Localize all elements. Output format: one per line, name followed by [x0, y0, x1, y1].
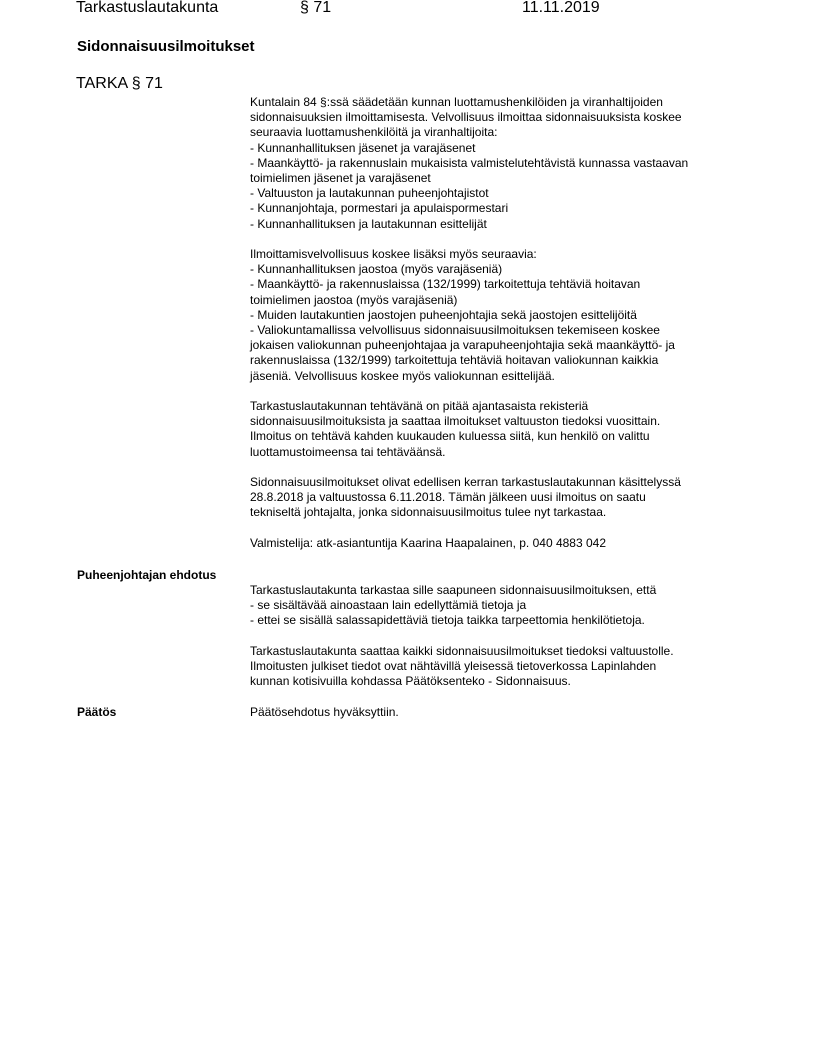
proposal-paragraph-1: [250, 583, 750, 629]
header-section-number: § 71: [300, 0, 332, 16]
proposal-line: - ettei se sisällä salassapidettäviä tietoja taikka tarpeettomia henkilötietoja.: [250, 613, 645, 628]
intro-line: - Kunnanjohtaja, pormestari ja apulaispormestari: [250, 201, 509, 216]
obligation-line: Ilmoittamisvelvollisuus koskee lisäksi myös seuraavia:: [250, 247, 537, 261]
obligation-line: jokaisen valiokunnan puheenjohtajaa ja varapuheenjohtajia sekä maankäyttö- ja: [250, 338, 675, 353]
proposal-label: Puheenjohtajan ehdotus: [77, 568, 217, 582]
intro-line: sidonnaisuuksien ilmoittamisesta. Velvollisuus ilmoittaa sidonnaisuuksista koskee: [250, 110, 682, 125]
intro-line: toimielimen jäsenet ja varajäsenet: [250, 171, 431, 186]
proposal-line: - se sisältävää ainoastaan lain edellyttämiä tietoja ja: [250, 598, 527, 613]
intro-paragraph: [250, 95, 750, 232]
obligation-paragraph: [250, 247, 750, 384]
decision-text: Päätösehdotus hyväksyttiin.: [250, 705, 399, 719]
intro-line: seuraavia luottamushenkilöitä ja viranhaltijoita:: [250, 125, 498, 140]
section-reference: TARKA § 71: [76, 75, 163, 92]
task-line: Tarkastuslautakunnan tehtävänä on pitää ajantasaista rekisteriä: [250, 399, 589, 413]
proposal-line: Tarkastuslautakunta tarkastaa sille saapuneen sidonnaisuusilmoituksen, että: [250, 583, 657, 597]
proposal-paragraph-2: [250, 644, 750, 690]
preparer-line: [250, 536, 750, 551]
proposal-line: Ilmoitusten julkiset tiedot ovat nähtävillä yleisessä tietoverkossa Lapinlahden: [250, 659, 657, 674]
obligation-line: - Valiokuntamallissa velvollisuus sidonnaisuusilmoituksen tekemiseen koskee: [250, 323, 660, 338]
previous-handling-paragraph: [250, 475, 750, 521]
task-line: Ilmoitus on tehtävä kahden kuukauden kuluessa siitä, kun henkilö on valittu: [250, 429, 650, 444]
intro-line: Kuntalain 84 §:ssä säädetään kunnan luottamushenkilöiden ja viranhaltijoiden: [250, 95, 663, 109]
task-line: luottamustoimeensa tai tehtäväänsä.: [250, 444, 446, 459]
obligation-line: - Maankäyttö- ja rakennuslaissa (132/1999) tarkoitettuja tehtäviä hoitavan: [250, 277, 641, 292]
obligation-line: toimielimen jaostoa (myös varajäseniä): [250, 292, 458, 307]
header-board-name: Tarkastuslautakunta: [76, 0, 219, 16]
task-line: sidonnaisuusilmoituksista ja saattaa ilmoitukset valtuuston tiedoksi vuosittain.: [250, 414, 661, 429]
decision-paragraph: [250, 705, 750, 720]
obligation-line: jäseniä. Velvollisuus koskee myös valiokunnan esittelijää.: [250, 368, 555, 383]
proposal-line: kunnan kotisivuilla kohdassa Päätöksenteko - Sidonnaisuus.: [250, 674, 571, 689]
document-title: Sidonnaisuusilmoitukset: [77, 38, 255, 55]
intro-line: - Kunnanhallituksen jäsenet ja varajäsenet: [250, 140, 476, 155]
obligation-line: - Kunnanhallituksen jaostoa (myös varajäseniä): [250, 262, 503, 277]
proposal-line: Tarkastuslautakunta saattaa kaikki sidonnaisuusilmoitukset tiedoksi valtuustolle.: [250, 644, 674, 658]
previous-line: tekniseltä johtajalta, jonka sidonnaisuusilmoitus tulee nyt tarkastaa.: [250, 505, 607, 520]
header-meeting-date: 11.11.2019: [522, 0, 600, 16]
previous-line: 28.8.2018 ja valtuustossa 6.11.2018. Tämän jälkeen uusi ilmoitus on saatu: [250, 490, 646, 505]
previous-line: Sidonnaisuusilmoitukset olivat edellisen kerran tarkastuslautakunnan käsittelyssä: [250, 475, 681, 489]
obligation-line: - Muiden lautakuntien jaostojen puheenjohtajia sekä jaostojen esittelijöitä: [250, 307, 637, 322]
preparer-text: Valmistelija: atk-asiantuntija Kaarina Haapalainen, p. 040 4883 042: [250, 536, 607, 550]
decision-label: Päätös: [77, 705, 117, 719]
task-paragraph: [250, 399, 750, 460]
intro-line: - Maankäyttö- ja rakennuslain mukaisista valmistelutehtävistä kunnassa vastaavan: [250, 155, 689, 170]
intro-line: - Kunnanhallituksen ja lautakunnan esittelijät: [250, 216, 487, 231]
obligation-line: rakennuslaissa (132/1999) tarkoitettuja tehtäviä hoitavan valiokunnan kaikkia: [250, 353, 659, 368]
intro-line: - Valtuuston ja lautakunnan puheenjohtajistot: [250, 186, 489, 201]
